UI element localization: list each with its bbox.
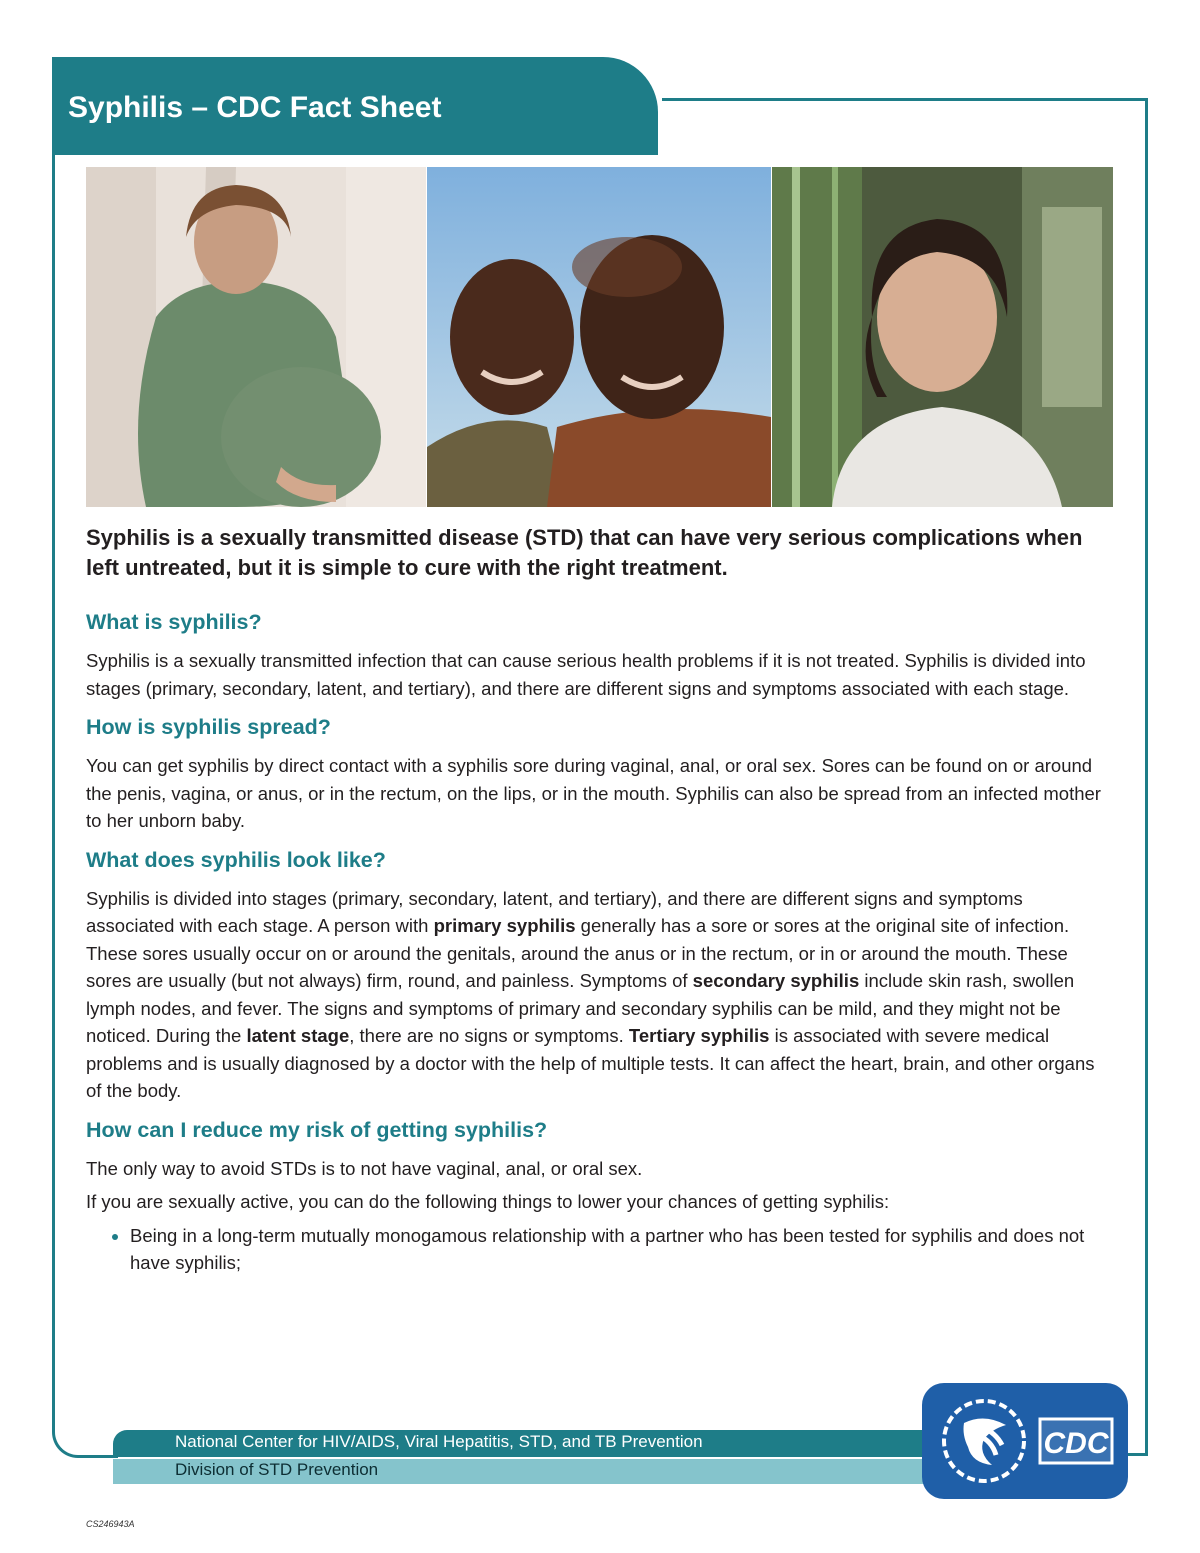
- heading-what-is-syphilis: What is syphilis?: [86, 610, 262, 634]
- risk-bullet-list: [86, 1222, 1106, 1277]
- body-risk-p2: If you are sexually active, you can do the following things to lower your chances of getting syphilis:: [86, 1191, 890, 1212]
- frame-line-bottom-left: [52, 1418, 118, 1458]
- look-text-5: is associated with severe medical problems and is usually diagnosed by a doctor with the help of multiple tests. It can affect the heart, brain, and other organs of the body.: [86, 1025, 1095, 1101]
- body-what-is-syphilis: Syphilis is a sexually transmitted infection that can cause serious health problems if it is not treated. Syphilis is divided into stages (primary, secondary, latent, and tertiary), and there are different signs and symptoms associated with each stage.: [86, 650, 1086, 699]
- term-primary-syphilis: primary syphilis: [433, 915, 576, 936]
- frame-line-right: [1145, 98, 1148, 1456]
- body-risk-p1: The only way to avoid STDs is to not have vaginal, anal, or oral sex.: [86, 1157, 643, 1179]
- footer-division-bar: [113, 1459, 925, 1484]
- footer-division-name: Division of STD Prevention: [175, 1460, 379, 1479]
- heading-how-spread: How is syphilis spread?: [86, 715, 331, 739]
- page-title: Syphilis – CDC Fact Sheet: [68, 91, 442, 124]
- term-secondary-syphilis: secondary syphilis: [692, 970, 860, 991]
- photo-young-woman: [772, 167, 1113, 507]
- look-text-3: include skin rash, swollen lymph nodes, and fever. The signs and symptoms of primary and secondary syphilis can be mild, and they might not be noticed. During the: [86, 970, 1075, 1046]
- list-item: [130, 1222, 1106, 1277]
- term-latent-stage: latent stage: [246, 1025, 350, 1046]
- cdc-logo-badge: [922, 1383, 1128, 1499]
- footer-center-name: National Center for HIV/AIDS, Viral Hepatitis, STD, and TB Prevention: [175, 1432, 703, 1451]
- bullet-text: Being in a long-term mutually monogamous relationship with a partner who has been tested for syphilis and does not have syphilis;: [130, 1224, 1085, 1273]
- look-text-2: generally has a sore or sores at the original site of infection. These sores usually occur on or around the genitals, around the anus or in the rectum, or in or around the mouth. These sores are usually (but not always) firm, round, and painless. Symptoms of: [86, 915, 1070, 991]
- photo-couple: [427, 167, 771, 507]
- cdc-logo-text: CDC: [1043, 1427, 1109, 1460]
- heading-what-look-like: What does syphilis look like?: [86, 847, 386, 872]
- term-tertiary-syphilis: Tertiary syphilis: [628, 1025, 770, 1046]
- footer-center-bar: [113, 1430, 925, 1457]
- photo-pregnant-woman: [86, 167, 426, 507]
- frame-line-left: [52, 150, 55, 1420]
- frame-line-top-right: [662, 98, 1148, 101]
- heading-reduce-risk: How can I reduce my risk of getting syphilis?: [86, 1117, 548, 1142]
- title-bar: [52, 57, 658, 155]
- look-text-4: , there are no signs or symptoms.: [349, 1025, 629, 1046]
- content-body: [86, 607, 1106, 1277]
- body-what-look-like: [86, 885, 1106, 1105]
- look-text-1: Syphilis is divided into stages (primary, secondary, latent, and tertiary), and there are different signs and symptoms associated with each stage. A person with: [86, 887, 1023, 936]
- hhs-eagle-logo: [922, 1383, 1128, 1499]
- frame-line-bottom-right: [1128, 1453, 1148, 1456]
- document-code: CS246943A: [86, 1519, 135, 1529]
- intro-summary: Syphilis is a sexually transmitted disease (STD) that can have very serious complications when left untreated, but it is simple to cure with the right treatment.: [86, 525, 1083, 580]
- body-how-spread: You can get syphilis by direct contact with a syphilis sore during vaginal, anal, or oral sex. Sores can be found on or around the penis, vagina, or anus, or in the rectum, on the lips, or in the mouth. Syphilis can also be spread from an infected mother to her unborn baby.: [86, 755, 1101, 831]
